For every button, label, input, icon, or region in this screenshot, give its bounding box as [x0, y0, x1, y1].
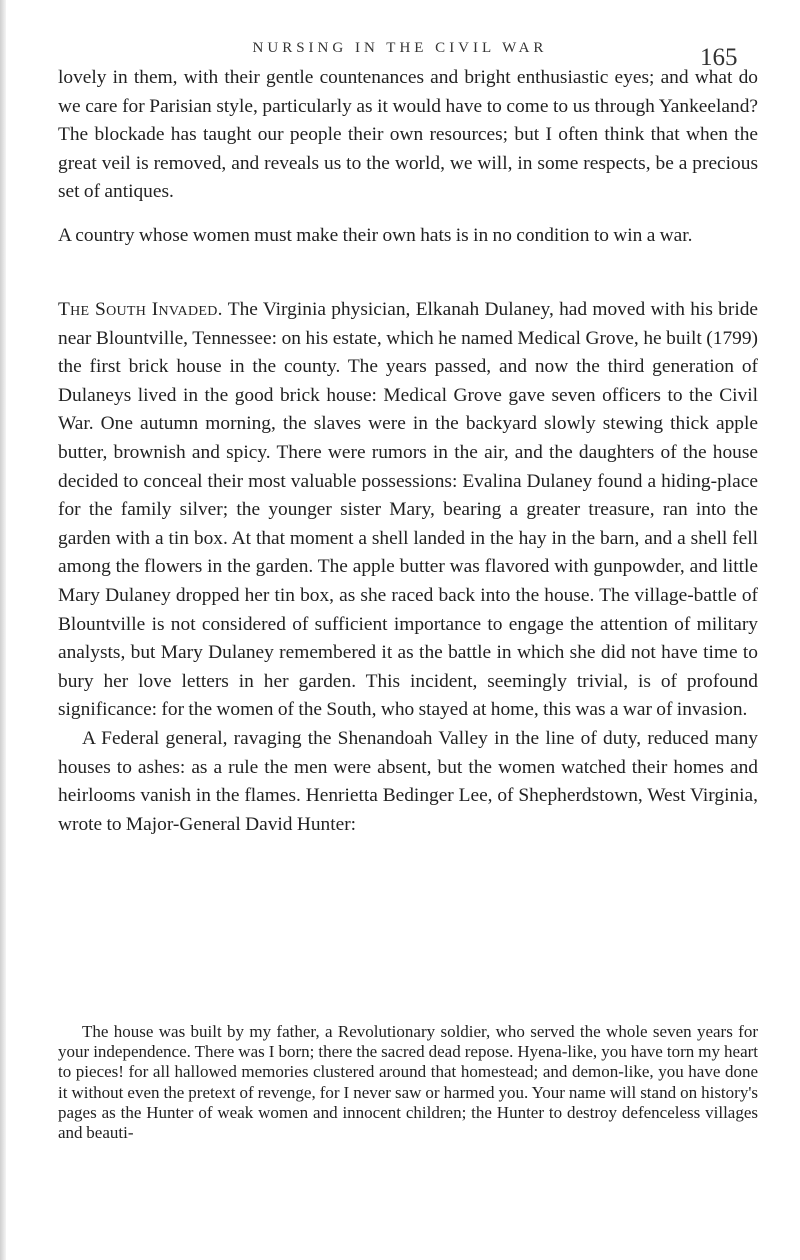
paragraph-4: A Federal general, ravaging the Shenandoah Valley in the line of duty, reduced many houses to ashes: as a rule the men were absent, but the women watched their homes and heirlooms vanish in the flames. Henrietta Bedinger Lee, of Shepherdstown, West Virginia, wrote to Major-General David Hunter: — [58, 727, 758, 835]
page-spine-shadow — [0, 0, 6, 1260]
paragraph-2: A country whose women must make their own hats is in no condition to win a war. — [58, 225, 693, 246]
paragraph-3-text: The Virginia physician, Elkanah Dulaney, had moved with his bride near Blountville, Tennessee: on his estate, which he named Medical Grove, he built (1799) the first brick house in the county. The years passed, and now the third generation of Dulaneys lived in the good brick house: Medical Grove gave seven officers to the Civil War. One autumn morning, the slaves were in the backyard slowly stewing thick apple butter, brownish and spicy. There were rumors in the air, and the daughters of the house decided to conceal their most valuable possessions: Evalina Dulaney found a hiding-place for the family silver; the younger sister Mary, bearing a greater treasure, ran into the garden with a tin box. At that moment a shell landed in the hay in the barn, and a shell fell among the flowers in the garden. The apple butter was flavored with gunpowder, and little Mary Dulaney dropped her tin box, as she raced back into the house. The village-battle of Blountville is not considered of sufficient importance to engage the attention of military analysts, but Mary Dulaney remembered it as the battle in which she did not have time to bury her love letters in her garden. This incident, seemingly trivial, is of profound significance: for the women of the South, who stayed at home, this was a war of invasion. — [58, 299, 759, 721]
block-quote: The house was built by my father, a Revolutionary soldier, who served the whole seven years for your independence. There was I born; there the sacred dead repose. Hyena-like, you have torn my heart to pieces! for all hallowed memories clustered around that homestead; and demon-like, you have done it without even the pretext of revenge, for I never saw or harmed you. Your name will stand on history's pages as the Hunter of weak women and innocent children; the Hunter to destroy defenceless villages and beauti- — [58, 1022, 758, 1143]
paragraph-3-block — [58, 296, 758, 839]
running-header: NURSING IN THE CIVIL WAR — [252, 40, 548, 56]
quote-block — [58, 1022, 758, 1143]
page-number: 165 — [700, 44, 738, 71]
paragraph-1-block — [58, 64, 758, 207]
section-heading: The South Invaded. — [58, 299, 223, 320]
paragraph-2-block — [58, 222, 758, 251]
paragraph-1: lovely in them, with their gentle countenances and bright enthusiastic eyes; and what do we care for Parisian style, particularly as it would have to come to us through Yankeeland? The blockade has taught our people their own resources; but I often think that when the great veil is removed, and reveals us to the world, we will, in some respects, be a precious set of antiques. — [58, 67, 758, 203]
paragraph-3 — [58, 296, 758, 725]
